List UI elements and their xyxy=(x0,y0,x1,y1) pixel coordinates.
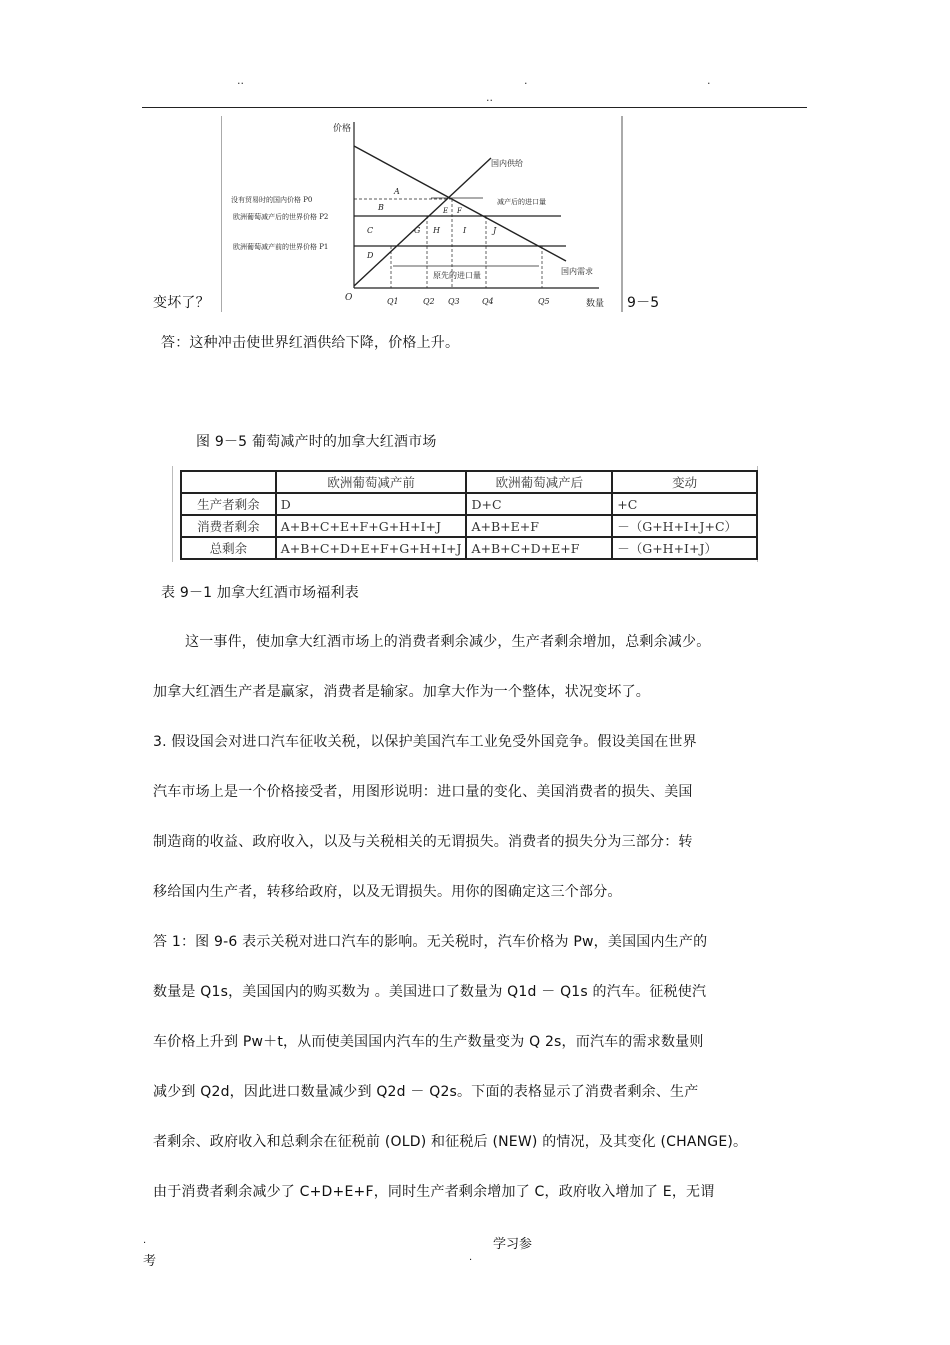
region-h: H xyxy=(433,226,440,235)
table-cell: －（G+H+I+J+C） xyxy=(612,515,757,537)
footer-left: 考 xyxy=(143,1254,157,1269)
paragraph-line: 这一事件，使加拿大红酒市场上的消费者剩余减少，生产者剩余增加，总剩余减少。 xyxy=(185,634,711,650)
header-dot: .. xyxy=(486,91,493,104)
table-cell: +C xyxy=(612,493,757,515)
paragraph-line: 由于消费者剩余减少了 C+D+E+F，同时生产者剩余增加了 C，政府收入增加了 E，无谓 xyxy=(153,1184,715,1200)
table-cell: A+B+E+F xyxy=(466,515,612,537)
price-label-p0: 没有贸易时的国内价格 P0 xyxy=(231,196,313,204)
origin-label: O xyxy=(345,293,353,303)
paragraph-line: 车价格上升到 Pw＋t，从而使美国国内汽车的生产数量变为 Q 2s，而汽车的需求数量则 xyxy=(153,1034,704,1050)
q5-label: Q5 xyxy=(538,297,550,306)
paragraph-line: 减少到 Q2d，因此进口数量减少到 Q2d － Q2s。下面的表格显示了消费者剩余、生产 xyxy=(153,1084,699,1100)
header-dot: .. xyxy=(237,74,244,87)
table-header-cell: 变动 xyxy=(612,471,757,493)
footer-center: 学习参 xyxy=(493,1237,533,1252)
region-g: G xyxy=(414,226,421,235)
table-header-cell xyxy=(181,471,276,493)
region-i: I xyxy=(463,226,467,235)
welfare-table xyxy=(180,470,758,560)
footer-left-dot: . xyxy=(143,1235,147,1246)
region-d: D xyxy=(367,251,374,260)
wine-market-figure xyxy=(221,116,623,312)
figure-left-caption: 变坏了？ xyxy=(153,295,210,311)
x-axis-label: 数量 xyxy=(586,299,605,309)
table-cell: A+B+C+D+E+F xyxy=(466,537,612,559)
demand-label: 国内需求 xyxy=(561,267,593,276)
paragraph-line: 加拿大红酒生产者是赢家，消费者是输家。加拿大作为一个整体，状况变坏了。 xyxy=(153,684,650,700)
region-a: A xyxy=(394,187,400,196)
paragraph-line: 答 1：图 9-6 表示关税对进口汽车的影响。无关税时，汽车价格为 Pw，美国国内生产的 xyxy=(153,934,708,950)
welfare-table-image xyxy=(172,466,758,562)
table-cell: A+B+C+E+F+G+H+I+J xyxy=(276,515,467,537)
figure-right-caption: 9－5 xyxy=(627,295,660,311)
table-header-cell: 欧洲葡萄减产前 xyxy=(276,471,467,493)
table-header-row xyxy=(181,471,757,493)
region-f: F xyxy=(457,207,462,215)
paragraph-line: 汽车市场上是一个价格接受者，用图形说明：进口量的变化、美国消费者的损失、美国 xyxy=(153,784,693,800)
price-label-p2: 欧洲葡萄减产后的世界价格 P2 xyxy=(233,213,329,221)
q1-label: Q1 xyxy=(387,297,399,306)
header-rule xyxy=(142,107,807,108)
figure-caption: 图 9－5 葡萄减产时的加拿大红酒市场 xyxy=(196,434,437,450)
table-row xyxy=(181,537,757,559)
table-cell: 消费者剩余 xyxy=(181,515,276,537)
original-import-label: 原先的进口量 xyxy=(433,271,481,280)
region-b: B xyxy=(378,203,384,212)
q4-label: Q4 xyxy=(482,297,494,306)
domestic-supply-curve xyxy=(354,158,491,286)
reduced-import-label: 减产后的进口量 xyxy=(497,198,546,206)
table-caption: 表 9－1 加拿大红酒市场福利表 xyxy=(161,585,359,601)
table-row xyxy=(181,515,757,537)
wine-market-graph xyxy=(221,116,623,312)
footer-right-dot: . xyxy=(469,1252,473,1263)
paragraph-line: 数量是 Q1s，美国国内的购买数为 。美国进口了数量为 Q1d － Q1s 的汽车。征税使汽 xyxy=(153,984,707,1000)
table-cell: －（G+H+I+J） xyxy=(612,537,757,559)
table-cell: D+C xyxy=(466,493,612,515)
table-cell: 生产者剩余 xyxy=(181,493,276,515)
answer-line: 答：这种冲击使世界红酒供给下降，价格上升。 xyxy=(161,335,460,351)
price-label-p1: 欧洲葡萄减产前的世界价格 P1 xyxy=(233,243,329,251)
paragraph-line: 3. 假设国会对进口汽车征收关税，以保护美国汽车工业免受外国竞争。假设美国在世界 xyxy=(153,734,697,750)
paragraph-line: 者剩余、政府收入和总剩余在征税前 (OLD) 和征税后 (NEW) 的情况，及其变化 (CHANGE)。 xyxy=(153,1134,748,1150)
table-header-cell: 欧洲葡萄减产后 xyxy=(466,471,612,493)
paragraph-line: 移给国内生产者，转移给政府，以及无谓损失。用你的图确定这三个部分。 xyxy=(153,884,622,900)
supply-label: 国内供给 xyxy=(491,159,523,168)
table-row xyxy=(181,493,757,515)
q3-label: Q3 xyxy=(448,297,460,306)
table-cell: A+B+C+D+E+F+G+H+I+J xyxy=(276,537,467,559)
paragraph-line: 制造商的收益、政府收入，以及与关税相关的无谓损失。消费者的损失分为三部分：转 xyxy=(153,834,693,850)
y-axis-label: 价格 xyxy=(333,124,352,134)
region-e: E xyxy=(443,207,449,215)
region-c: C xyxy=(367,226,374,235)
header-dot: . xyxy=(524,74,528,87)
q2-label: Q2 xyxy=(423,297,435,306)
header-dot: . xyxy=(707,74,711,87)
table-cell: 总剩余 xyxy=(181,537,276,559)
region-j: J xyxy=(493,226,497,235)
table-cell: D xyxy=(276,493,467,515)
